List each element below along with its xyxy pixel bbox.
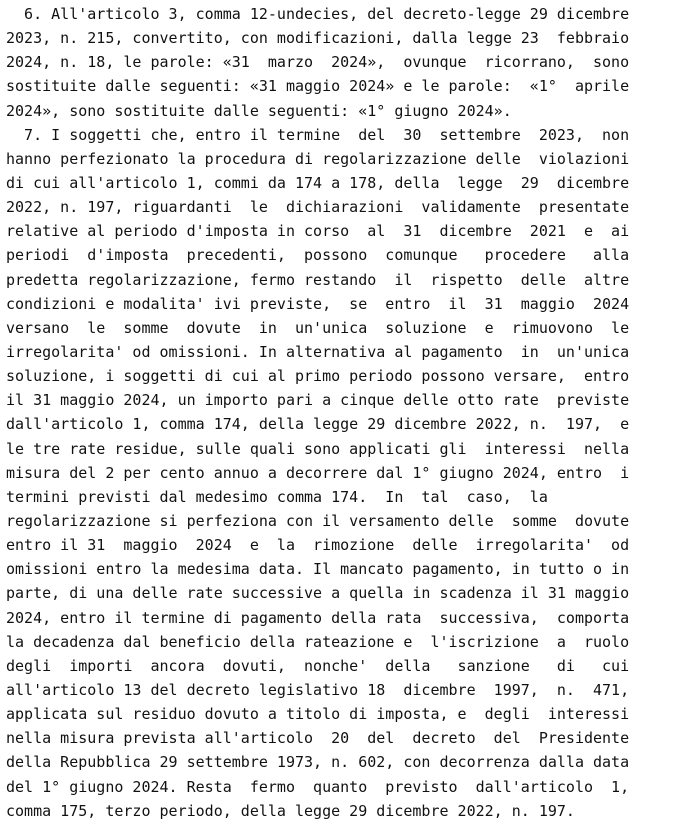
- text-line: sostituite dalle seguenti: «31 maggio 2024» e le parole: «1° aprile: [6, 77, 630, 96]
- text-line: irregolarita' od omissioni. In alternativa al pagamento in un'unica: [6, 342, 630, 361]
- text-line: periodi d'imposta precedenti, possono comunque procedere alla: [6, 246, 630, 265]
- text-line: le tre rate residue, sulle quali sono applicati gli interessi nella: [6, 439, 630, 458]
- text-line: 6. All'articolo 3, comma 12-undecies, del decreto-legge 29 dicembre: [6, 5, 630, 23]
- text-line: dall'articolo 1, comma 174, della legge 29 dicembre 2022, n. 197, e: [6, 415, 630, 434]
- text-line: 7. I soggetti che, entro il termine del 30 settembre 2023, non: [6, 125, 630, 144]
- text-line: hanno perfezionato la procedura di regolarizzazione delle violazioni: [6, 149, 630, 168]
- text-line: relative al periodo d'imposta in corso al 31 dicembre 2021 e ai: [6, 222, 630, 241]
- text-line: applicata sul residuo dovuto a titolo di imposta, e degli interessi: [6, 705, 630, 724]
- text-line: comma 175, terzo periodo, della legge 29 dicembre 2022, n. 197.: [6, 801, 575, 820]
- text-line: degli importi ancora dovuti, nonche' della sanzione di cui: [6, 656, 630, 675]
- text-line: il 31 maggio 2024, un importo pari a cinque delle otto rate previste: [6, 391, 630, 410]
- text-line: la decadenza dal beneficio della rateazione e l'iscrizione a ruolo: [6, 632, 630, 651]
- text-line: condizioni e modalita' ivi previste, se entro il 31 maggio 2024: [6, 294, 630, 313]
- text-line: della Repubblica 29 settembre 1973, n. 602, con decorrenza dalla data: [6, 753, 630, 772]
- text-line: 2024, entro il termine di pagamento della rata successiva, comporta: [6, 608, 630, 627]
- text-line: 2024», sono sostituite dalle seguenti: «1° giugno 2024».: [6, 101, 512, 120]
- text-line: entro il 31 maggio 2024 e la rimozione delle irregolarita' od: [6, 536, 630, 555]
- text-line: misura del 2 per cento annuo a decorrere dal 1° giugno 2024, entro i: [6, 463, 630, 482]
- text-line: 2024, n. 18, le parole: «31 marzo 2024», ovunque ricorrano, sono: [6, 53, 630, 72]
- text-line: termini previsti dal medesimo comma 174. In tal caso, la: [6, 487, 548, 506]
- text-line: 2022, n. 197, riguardanti le dichiarazioni validamente presentate: [6, 198, 630, 217]
- text-line: versano le somme dovute in un'unica soluzione e rimuovono le: [6, 318, 630, 337]
- text-line: del 1° giugno 2024. Resta fermo quanto previsto dall'articolo 1,: [6, 777, 630, 796]
- text-line: regolarizzazione si perfeziona con il versamento delle somme dovute: [6, 511, 630, 530]
- paragraph-7: [6, 123, 685, 823]
- paragraph-6: [6, 2, 685, 123]
- text-line: nella misura prevista all'articolo 20 del decreto del Presidente: [6, 729, 630, 748]
- text-line: 2023, n. 215, convertito, con modificazioni, dalla legge 23 febbraio: [6, 29, 630, 48]
- text-line: all'articolo 13 del decreto legislativo 18 dicembre 1997, n. 471,: [6, 680, 630, 699]
- text-line: di cui all'articolo 1, commi da 174 a 178, della legge 29 dicembre: [6, 173, 630, 192]
- text-line: predetta regolarizzazione, fermo restando il rispetto delle altre: [6, 270, 630, 289]
- text-line: parte, di una delle rate successive a quella in scadenza il 31 maggio: [6, 584, 630, 603]
- text-line: omissioni entro la medesima data. Il mancato pagamento, in tutto o in: [6, 560, 630, 579]
- text-line: soluzione, i soggetti di cui al primo periodo possono versare, entro: [6, 367, 630, 386]
